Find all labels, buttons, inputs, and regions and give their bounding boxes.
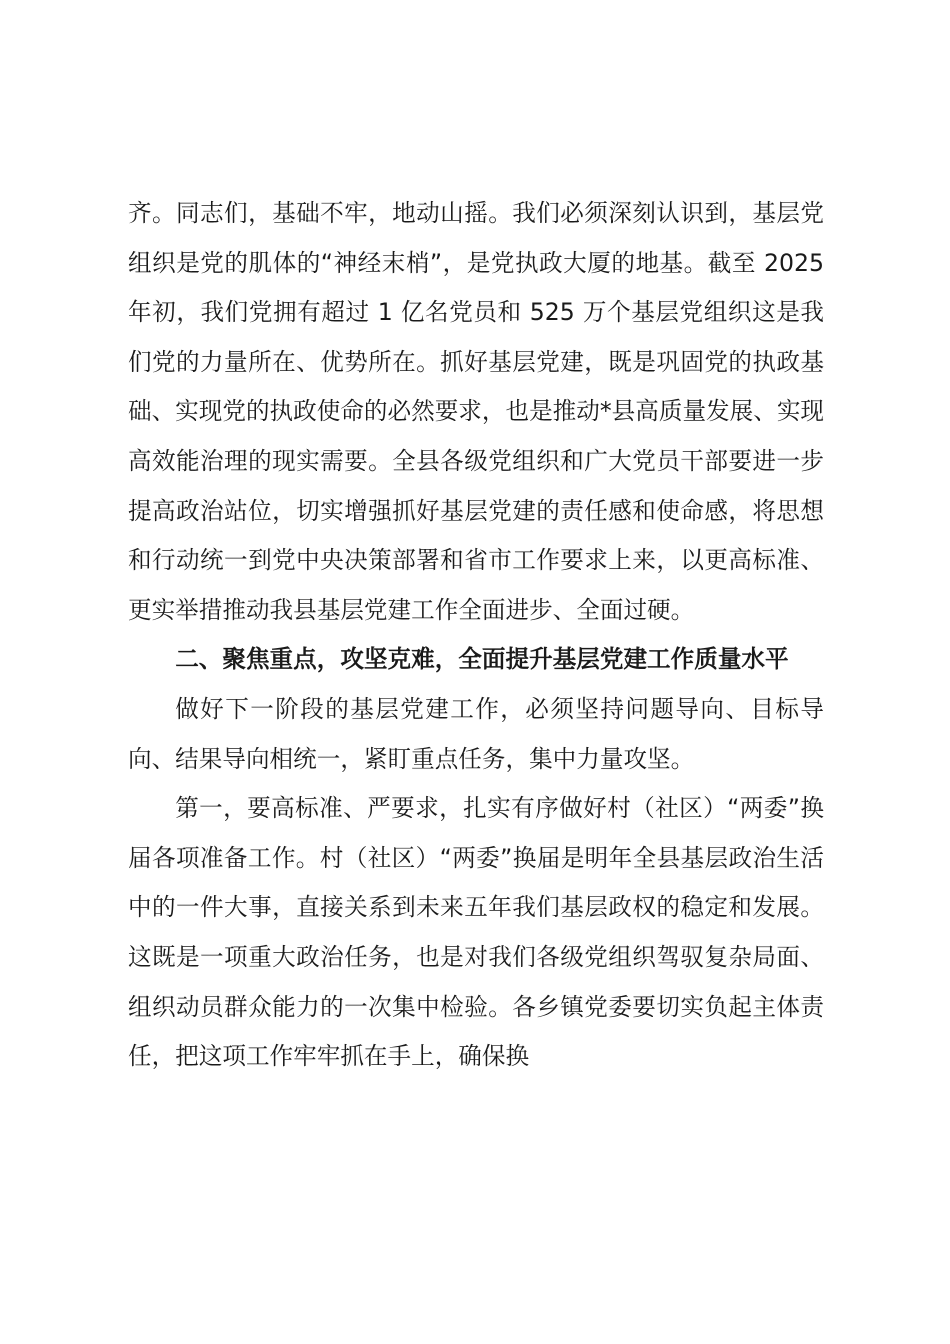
paragraph-intro: 做好下一阶段的基层党建工作，必须坚持问题导向、目标导向、结果导向相统一，紧盯重点任务，集中力量攻坚。 — [128, 694, 824, 773]
paragraph-continuation: 齐。同志们，基础不牢，地动山摇。我们必须深刻认识到，基层党组织是党的肌体的“神经末梢”，是党执政大厦的地基。截至 2025 年初，我们党拥有超过 1 亿名党员和 525 万个基层党组织这是我们党的力量所在、优势所在。抓好基层党建，既是巩固党的执政基础、实现党的执政使命的必然要求，也是推动*县高质量发展、实现高效能治理的现实需要。全县各级党组织和广大党员干部要进一步提高政治站位，切实增强抓好基层党建的责任感和使命感，将思想和行动统一到党中央决策部署和省市工作要求上来，以更高标准、更实举措推动我县基层党建工作全面进步、全面过硬。 — [128, 199, 825, 624]
section-heading: 二、聚焦重点，攻坚克难，全面提升基层党建工作质量水平 — [175, 645, 789, 674]
paragraph-point-one: 第一，要高标准、严要求，扎实有序做好村（社区）“两委”换届各项准备工作。村（社区）“两委”换届是明年全县基层政治生活中的一件大事，直接关系到未来五年我们基层政权的稳定和发展。这既是一项重大政治任务，也是对我们各级党组织驾驭复杂局面、组织动员群众能力的一次集中检验。各乡镇党委要切实负起主体责任，把这项工作牢牢抓在手上，确保换 — [128, 794, 824, 1071]
document-body — [128, 189, 824, 1082]
